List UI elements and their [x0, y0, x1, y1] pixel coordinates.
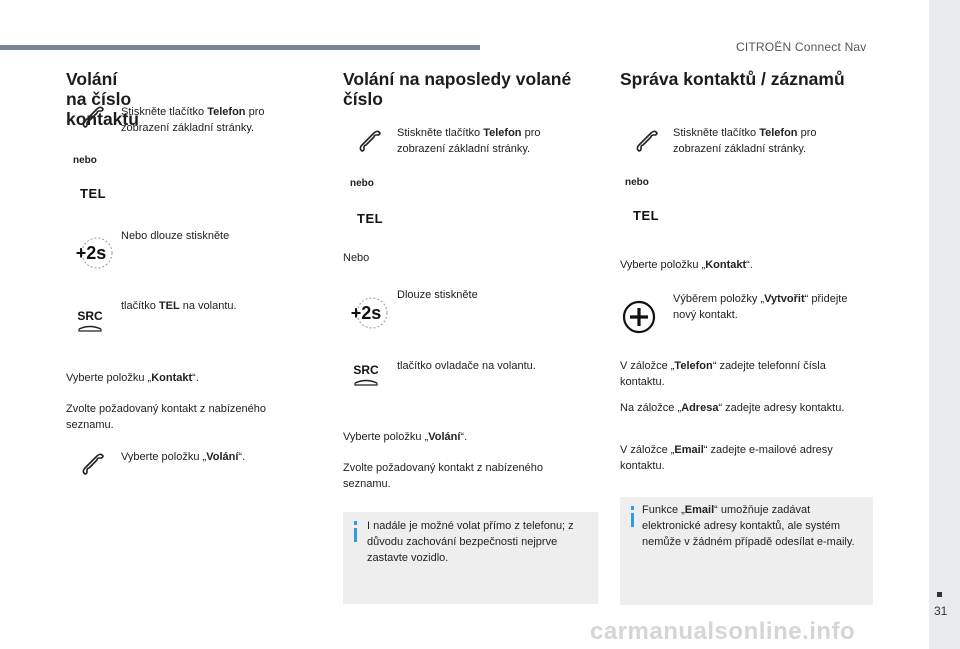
step-tel-wheel: tlačítko TEL na volantu. [121, 300, 237, 312]
note-text: I nadále je možné volat přímo z telefonu; z důvodu zachování bezpečnosti nejprve zastavte vozidlo. [367, 520, 574, 564]
step-wheel-control: tlačítko ovladače na volantu. [397, 360, 536, 372]
phone-tab-text: V záložce „Telefon“ zadejte telefonní čísla kontaktu. [620, 360, 826, 388]
email-tab-text: V záložce „Email“ zadejte e-mailové adresy kontaktu. [620, 444, 833, 472]
phone-handset-icon [80, 104, 106, 130]
src-text: SRC [77, 309, 103, 323]
info-icon [354, 521, 357, 542]
section-title: Volání na číslo kontaktu [66, 69, 139, 129]
header-rule [0, 45, 480, 50]
page-dot [937, 592, 942, 597]
hold-2s-text: +2s [350, 303, 382, 323]
step-create-contact: Výběrem položky „Vytvořit“ přidejte nový kontakt. [673, 293, 848, 321]
page-side-strip [929, 0, 960, 649]
step-select-call: Vyberte položku „Volání“. [121, 451, 246, 463]
hold-2s-icon [343, 296, 389, 330]
info-note [343, 512, 598, 604]
or-label: nebo [73, 155, 97, 166]
step-long-press: Nebo dlouze stiskněte [121, 230, 230, 242]
phone-handset-icon [80, 451, 106, 477]
section-title: Volání na naposledy volané číslo [343, 69, 572, 109]
step-press-phone: Stiskněte tlačítko Telefon pro zobrazení základní stránky. [673, 127, 817, 155]
or-label: nebo [350, 178, 374, 189]
tel-button-label: TEL [357, 211, 384, 226]
tel-button-label: TEL [80, 186, 107, 201]
address-tab-text: Na záložce „Adresa“ zadejte adresy kontaktu. [620, 402, 845, 414]
step-press-phone: Stiskněte tlačítko Telefon pro zobrazení základní stránky. [121, 106, 265, 134]
or-text: Nebo [343, 252, 370, 264]
hold-2s-text: +2s [75, 243, 107, 263]
section-title: Správa kontaktů / záznamů [620, 69, 845, 89]
choose-contact-text: Zvolte požadovaný kontakt z nabízeného seznamu. [66, 403, 266, 431]
note-text: Funkce „Email“ umožňuje zadávat elektronické adresy kontaktů, ale systém nemůže v žádném případě odesílat e-maily. [642, 504, 855, 548]
src-text: SRC [353, 363, 379, 377]
choose-contact-text: Zvolte požadovaný kontakt z nabízeného seznamu. [343, 462, 543, 490]
brand-label: CITROËN Connect Nav [736, 40, 867, 54]
select-call-text: Vyberte položku „Volání“. [343, 431, 468, 443]
src-steering-button-icon [72, 308, 108, 334]
select-contact-text: Vyberte položku „Kontakt“. [620, 259, 753, 271]
tel-button-label: TEL [633, 208, 660, 223]
footer-watermark: carmanualsonline.info [590, 618, 856, 645]
info-icon [631, 506, 634, 527]
hold-2s-icon [68, 236, 114, 270]
page-number: 31 [934, 604, 948, 618]
step-press-phone: Stiskněte tlačítko Telefon pro zobrazení základní stránky. [397, 127, 541, 155]
info-note [620, 497, 873, 605]
step-long-press: Dlouze stiskněte [397, 289, 478, 301]
or-label: nebo [625, 177, 649, 188]
select-contact-text: Vyberte položku „Kontakt“. [66, 372, 199, 384]
plus-circle-icon [622, 300, 656, 334]
phone-handset-icon [634, 128, 660, 154]
src-steering-button-icon [348, 362, 384, 388]
phone-handset-icon [357, 128, 383, 154]
